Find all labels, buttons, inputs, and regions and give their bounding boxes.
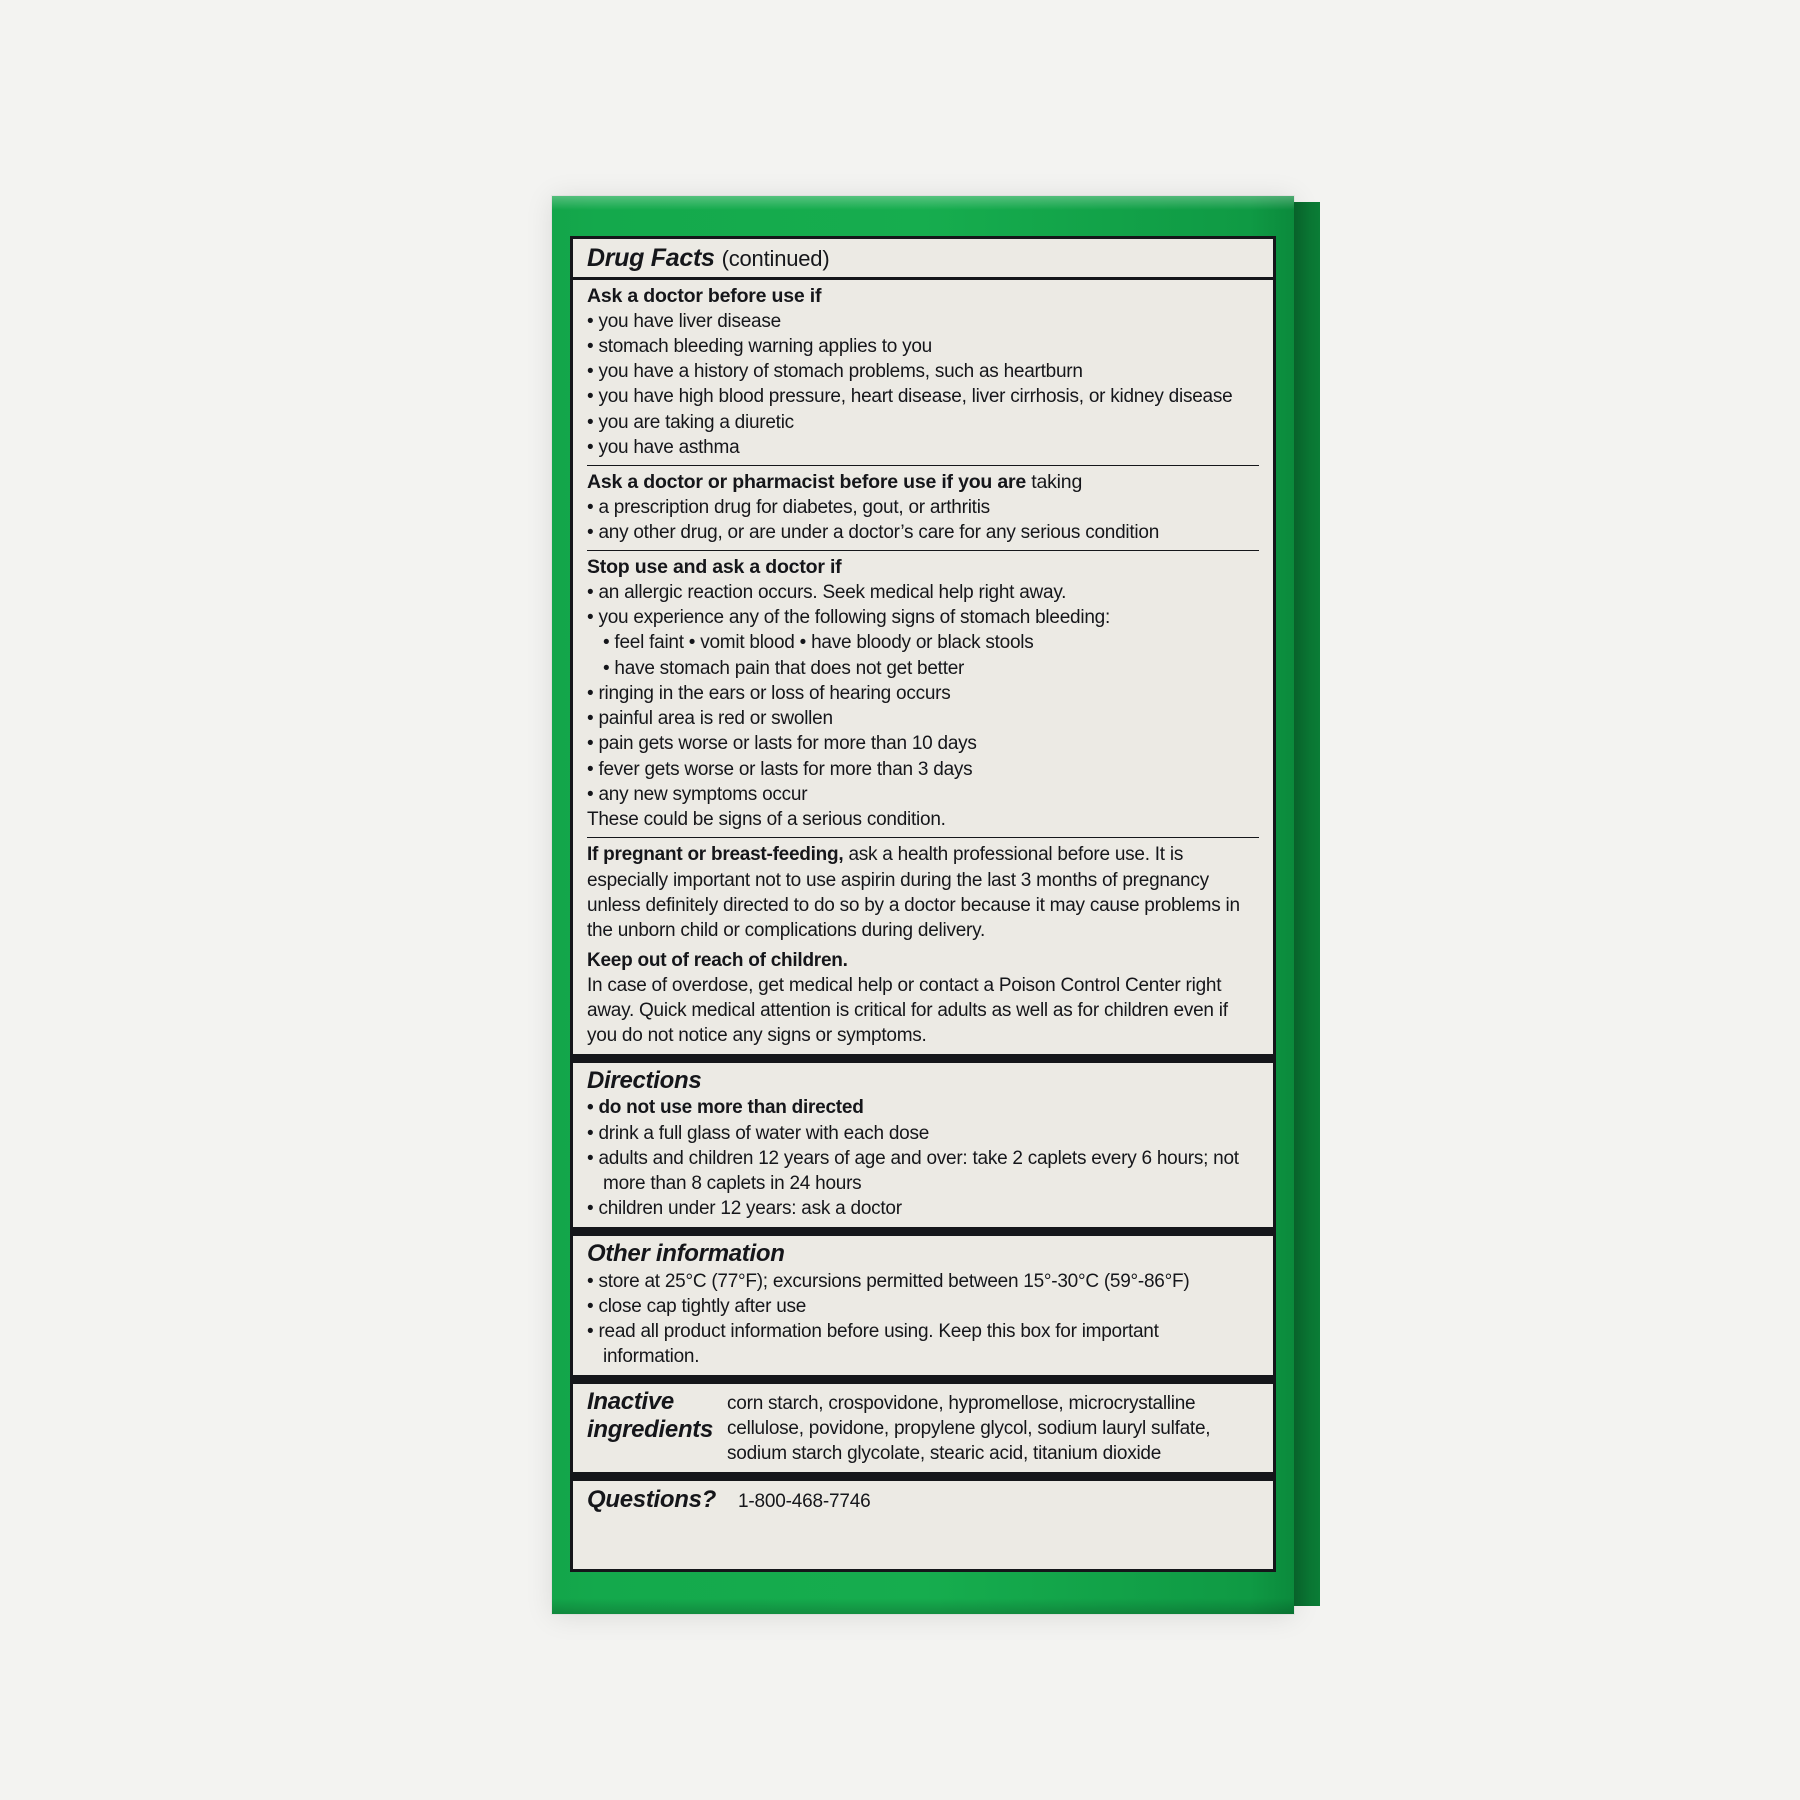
list-item: • an allergic reaction occurs. Seek medical help right away. (587, 580, 1259, 605)
ask-pharmacist-heading-bold: Ask a doctor or pharmacist before use if you are (587, 471, 1027, 494)
stop-use-list (587, 580, 1259, 833)
divider-thick (573, 1054, 1273, 1063)
other-information-heading: Other information (587, 1239, 785, 1267)
section-ask-doctor (573, 280, 1273, 465)
section-inactive-ingredients (573, 1384, 1273, 1472)
list-item: • fever gets worse or lasts for more than 3 days (587, 757, 1259, 782)
drug-facts-continued: (continued) (721, 246, 830, 271)
list-item: • store at 25°C (77°F); excursions permitted between 15°-30°C (59°-86°F) (587, 1269, 1259, 1294)
list-item: • pain gets worse or lasts for more than 10 days (587, 731, 1259, 756)
list-item: • ringing in the ears or loss of hearing occurs (587, 681, 1259, 706)
ask-pharmacist-list (587, 495, 1259, 546)
box-bottom-shadow (552, 1598, 1294, 1614)
stop-use-sub-row-2: • have stomach pain that does not get better (603, 657, 965, 679)
children-bold-lead: Keep out of reach of children. (587, 949, 848, 971)
stop-use-sub-row-1: • feel faint • vomit blood • have bloody or black stools (603, 632, 1034, 654)
inactive-ingredients-text: corn starch, crospovidone, hypromellose, microcrystalline cellulose, povidone, propylene glycol, sodium lauryl sulfate, sodium starch glycolate, stearic acid, titanium dioxide (727, 1392, 1211, 1465)
section-stop-use (573, 551, 1273, 837)
list-item: • a prescription drug for diabetes, gout, or arthritis (587, 495, 1259, 520)
list-item: • you are taking a diuretic (587, 410, 1259, 435)
box-right-edge (1294, 202, 1320, 1606)
stop-use-heading: Stop use and ask a doctor if (587, 556, 842, 579)
list-item: • any other drug, or are under a doctor’s care for any serious condition (587, 520, 1259, 545)
list-item: • painful area is red or swollen (587, 706, 1259, 731)
section-questions (573, 1481, 1273, 1521)
section-warnings-pregnancy-children (573, 838, 1273, 1053)
other-information-list (587, 1269, 1259, 1370)
drug-facts-panel (570, 236, 1276, 1572)
list-item: • you experience any of the following signs of stomach bleeding: (587, 605, 1259, 630)
ask-pharmacist-heading (587, 470, 1259, 495)
stop-use-closing: These could be signs of a serious condition. (587, 809, 946, 831)
divider-thick (573, 1227, 1273, 1236)
questions-heading: Questions? (587, 1485, 717, 1513)
ask-doctor-heading: Ask a doctor before use if (587, 285, 822, 307)
list-item: • close cap tightly after use (587, 1294, 1259, 1319)
inactive-ingredients-heading: Inactive ingredients (587, 1387, 714, 1444)
list-item: • do not use more than directed (587, 1095, 1259, 1120)
list-item: • any new symptoms occur (587, 782, 1259, 807)
questions-phone-number: 1-800-468-7746 (738, 1490, 871, 1512)
children-text: In case of overdose, get medical help or contact a Poison Control Center right away. Quick medical attention is critical for adults as well as for children even if you do not notice any signs or symptoms. (587, 974, 1228, 1047)
directions-list (587, 1095, 1259, 1221)
divider-thick (573, 1472, 1273, 1481)
list-item: • read all product information before using. Keep this box for important information. (587, 1319, 1259, 1370)
section-other-information (573, 1236, 1273, 1375)
section-ask-pharmacist (573, 466, 1273, 550)
list-item: • you have a history of stomach problems, such as heartburn (587, 359, 1259, 384)
product-box (552, 196, 1294, 1614)
inactive-ingredients-row (587, 1388, 1259, 1467)
box-top-highlight (552, 196, 1294, 210)
list-item: • stomach bleeding warning applies to you (587, 334, 1259, 359)
list-item: • children under 12 years: ask a doctor (587, 1196, 1259, 1221)
pregnancy-bold-lead: If pregnant or breast-feeding, (587, 844, 844, 866)
pregnancy-paragraph (587, 842, 1259, 943)
ask-pharmacist-heading-normal: taking (1031, 471, 1083, 494)
list-item: • you have asthma (587, 435, 1259, 460)
list-item: • drink a full glass of water with each dose (587, 1121, 1259, 1146)
pregnancy-text: ask a health professional before use. It is especially important not to use aspirin during the last 3 months of pregnancy unless definitely directed to do so by a doctor because it may cause problems in the unborn child or complications during delivery. (587, 844, 1240, 942)
list-item-continuation: more than 8 caplets in 24 hours (603, 1173, 862, 1195)
section-directions (573, 1063, 1273, 1227)
list-item: • you have liver disease (587, 309, 1259, 334)
divider-thick (573, 1375, 1273, 1384)
children-paragraph (587, 948, 1259, 1049)
ask-doctor-list (587, 309, 1259, 461)
list-item: • adults and children 12 years of age and over: take 2 caplets every 6 hours; not (587, 1146, 1259, 1171)
drug-facts-title-row (573, 239, 1273, 277)
directions-heading: Directions (587, 1066, 702, 1094)
drug-facts-title: Drug Facts (587, 244, 715, 272)
list-item: • you have high blood pressure, heart disease, liver cirrhosis, or kidney disease (587, 384, 1259, 409)
